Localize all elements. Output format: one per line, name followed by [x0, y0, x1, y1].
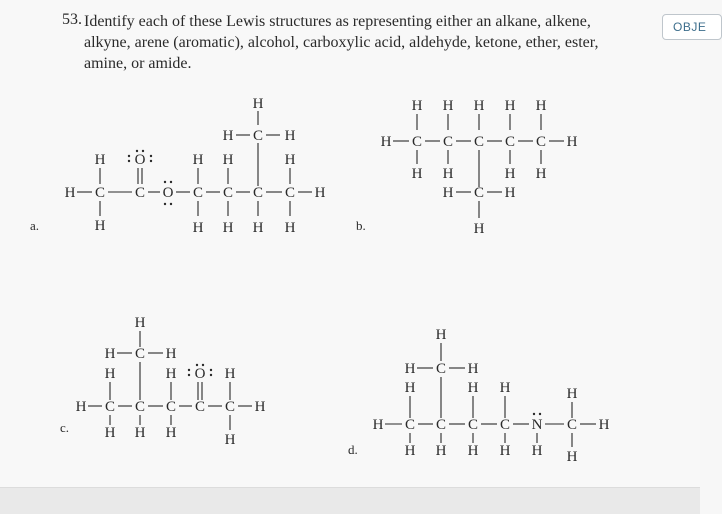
atom: H — [222, 152, 234, 168]
atom: H — [404, 361, 416, 377]
atom: C — [165, 399, 177, 415]
atom: H — [94, 152, 106, 168]
atom: H — [499, 380, 511, 396]
atom: H — [224, 366, 236, 382]
atom: H — [473, 221, 485, 237]
atom: H — [504, 98, 516, 114]
atom: C — [504, 134, 516, 150]
atom: C — [134, 185, 146, 201]
atom: H — [104, 366, 116, 382]
bottom-toolbar — [0, 487, 700, 514]
atom: H — [104, 346, 116, 362]
atom: C — [435, 361, 447, 377]
atom: N — [531, 417, 543, 433]
atom: C — [473, 185, 485, 201]
atom: H — [222, 220, 234, 236]
atom: H — [165, 346, 177, 362]
atom: H — [442, 166, 454, 182]
atom: C — [499, 417, 511, 433]
atom: C — [134, 346, 146, 362]
atom: H — [75, 399, 87, 415]
atom: C — [404, 417, 416, 433]
atom: O — [134, 152, 146, 168]
atom: C — [284, 185, 296, 201]
lone-pair-dot — [539, 413, 541, 415]
atom: H — [222, 128, 234, 144]
atom: C — [467, 417, 479, 433]
atom: H — [64, 185, 76, 201]
atom: H — [192, 152, 204, 168]
atom: H — [284, 128, 296, 144]
atom: O — [162, 185, 174, 201]
atom: H — [467, 380, 479, 396]
objective-badge[interactable]: OBJE — [662, 14, 722, 40]
atom: C — [194, 399, 206, 415]
label-c: c. — [60, 420, 70, 435]
atom: H — [467, 361, 479, 377]
atom: H — [104, 425, 116, 441]
atom: H — [134, 425, 146, 441]
atom: H — [566, 449, 578, 465]
atom: H — [467, 443, 479, 459]
atom: H — [442, 185, 454, 201]
atom: H — [380, 134, 392, 150]
atom: H — [404, 443, 416, 459]
atom: H — [435, 327, 447, 343]
atom: H — [165, 425, 177, 441]
atom: C — [435, 417, 447, 433]
atom: H — [404, 380, 416, 396]
atom: C — [94, 185, 106, 201]
atom: C — [104, 399, 116, 415]
atom: H — [442, 98, 454, 114]
atom: C — [473, 134, 485, 150]
atom: H — [314, 185, 326, 201]
atom: H — [411, 166, 423, 182]
atom: H — [473, 98, 485, 114]
atom: C — [224, 399, 236, 415]
atom: C — [411, 134, 423, 150]
atom: H — [134, 315, 146, 331]
label-d: d. — [348, 442, 358, 457]
atom: H — [531, 443, 543, 459]
atom: H — [535, 166, 547, 182]
atom: H — [504, 185, 516, 201]
label-b: b. — [356, 218, 366, 233]
atom: H — [192, 220, 204, 236]
atom: H — [284, 152, 296, 168]
atom: C — [252, 185, 264, 201]
atom: C — [252, 128, 264, 144]
question-text: Identify each of these Lewis structures as representing either an alkane, alkene, alkyne, arene (aromatic), alcohol, carboxylic acid, aldehyde, ketone, ether, ester, amine, or amide. — [84, 13, 599, 72]
atom: C — [134, 399, 146, 415]
atom: H — [254, 399, 266, 415]
atom: C — [192, 185, 204, 201]
atom: H — [94, 218, 106, 234]
atom: H — [598, 417, 610, 433]
atom: C — [566, 417, 578, 433]
atom: H — [224, 432, 236, 448]
atom: H — [566, 134, 578, 150]
atom: H — [165, 366, 177, 382]
atom: H — [566, 386, 578, 402]
atom: H — [535, 98, 547, 114]
atom: H — [499, 443, 511, 459]
atom: H — [252, 220, 264, 236]
label-a: a. — [30, 218, 40, 233]
atom: O — [194, 366, 206, 382]
atom: C — [442, 134, 454, 150]
atom: C — [222, 185, 234, 201]
atom: H — [372, 417, 384, 433]
atom: H — [435, 443, 447, 459]
question-number: 53. — [62, 11, 82, 28]
lone-pair-dot — [533, 413, 535, 415]
atom: H — [284, 220, 296, 236]
atom: H — [411, 98, 423, 114]
atom: C — [535, 134, 547, 150]
atom: H — [504, 166, 516, 182]
atom: H — [252, 96, 264, 112]
